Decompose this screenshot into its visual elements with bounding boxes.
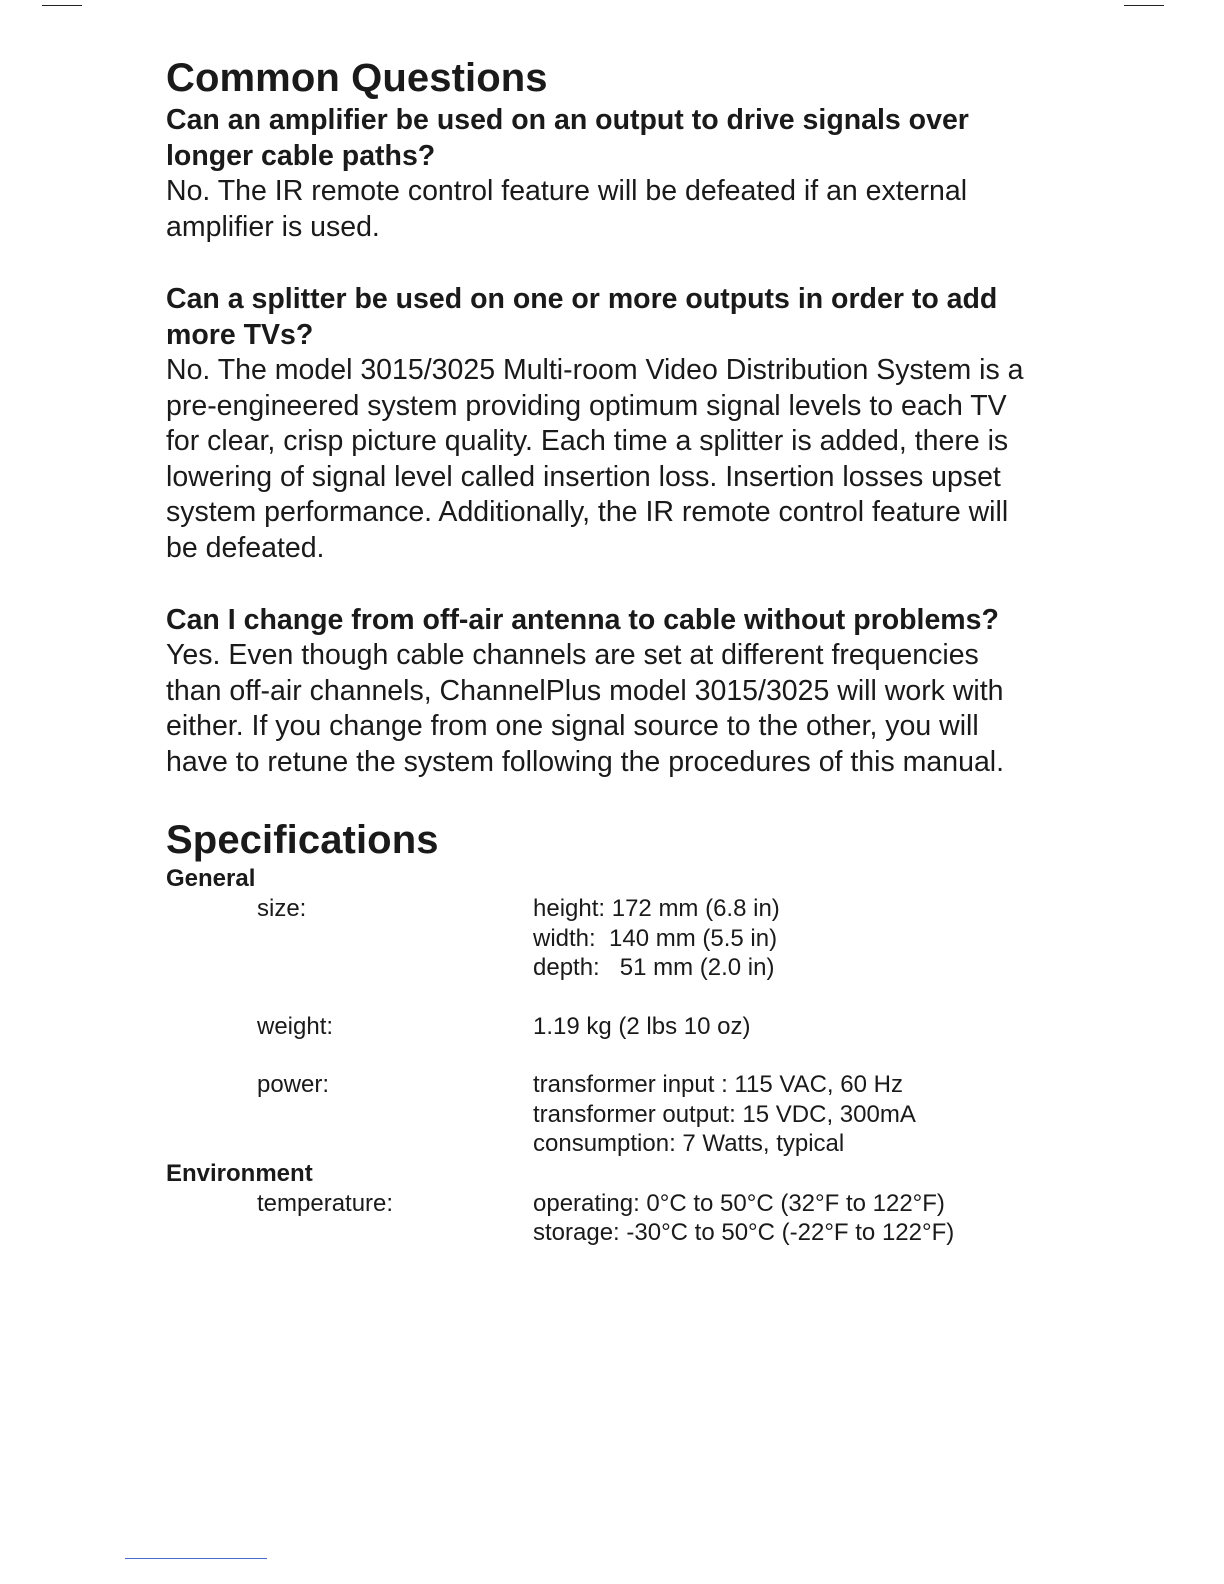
- spec-values: [533, 894, 1026, 983]
- spec-value: 1.19 kg (2 lbs 10 oz): [533, 1012, 751, 1040]
- spec-value: operating: 0°C to 50°C (32°F to 122°F): [533, 1189, 945, 1217]
- spec-value: height: 172 mm (6.8 in): [533, 895, 780, 922]
- spec-values: [533, 1070, 1026, 1159]
- spec-row-weight: [166, 1012, 1026, 1042]
- faq-answer: No. The model 3015/3025 Multi-room Video Distribution System is a pre-engineered system providing optimum signal levels to each TV for clear, crisp picture quality. Each time a splitter is added, there is lowering of signal level called insertion loss. Insertion losses upset system performance. Additionally, the IR remote control feature will be defeated.: [166, 354, 1024, 564]
- crop-mark-right: [1124, 5, 1164, 6]
- spec-label: weight:: [257, 1012, 334, 1040]
- spec-row-size: [166, 894, 1026, 983]
- faq-question: Can an amplifier be used on an output to drive signals over longer cable paths?: [166, 104, 969, 172]
- spec-label: temperature:: [257, 1189, 394, 1217]
- spec-group-environment: Environment: [166, 1159, 313, 1187]
- faq-item: [166, 602, 1026, 780]
- spec-row-temperature: [166, 1189, 1026, 1248]
- crop-mark-left: [42, 5, 82, 6]
- spec-label: size:: [257, 895, 307, 922]
- spec-row-power: [166, 1070, 1026, 1159]
- spec-values: [533, 1189, 1026, 1248]
- specifications-heading: Specifications: [166, 818, 439, 862]
- spec-value: transformer input : 115 VAC, 60 Hz: [533, 1071, 903, 1098]
- spec-group-general: General: [166, 865, 256, 892]
- faq-question: Can a splitter be used on one or more outputs in order to add more TVs?: [166, 283, 998, 351]
- faq-answer: No. The IR remote control feature will be defeated if an external amplifier is used.: [166, 175, 968, 243]
- manual-page: [166, 54, 1026, 1248]
- footer-rule: [125, 1558, 267, 1559]
- spec-values: [533, 1012, 1026, 1042]
- spec-value: consumption: 7 Watts, typical: [533, 1130, 845, 1157]
- spec-value: width: 140 mm (5.5 in): [533, 924, 778, 952]
- faq-question: Can I change from off-air antenna to cable without problems?: [166, 604, 999, 636]
- spec-value: depth: 51 mm (2.0 in): [533, 954, 775, 981]
- spec-label: power:: [257, 1071, 330, 1098]
- faq-answer: Yes. Even though cable channels are set at different frequencies than off-air channels, ChannelPlus model 3015/3025 will work with either. If you change from one signal source to the other, you will have to retune the system following the procedures of this manual.: [166, 639, 1005, 778]
- faq-item: [166, 102, 1026, 245]
- faq-item: [166, 281, 1026, 566]
- spec-value: transformer output: 15 VDC, 300mA: [533, 1100, 916, 1128]
- spec-value: storage: -30°C to 50°C (-22°F to 122°F): [533, 1219, 955, 1246]
- common-questions-heading: Common Questions: [166, 56, 548, 100]
